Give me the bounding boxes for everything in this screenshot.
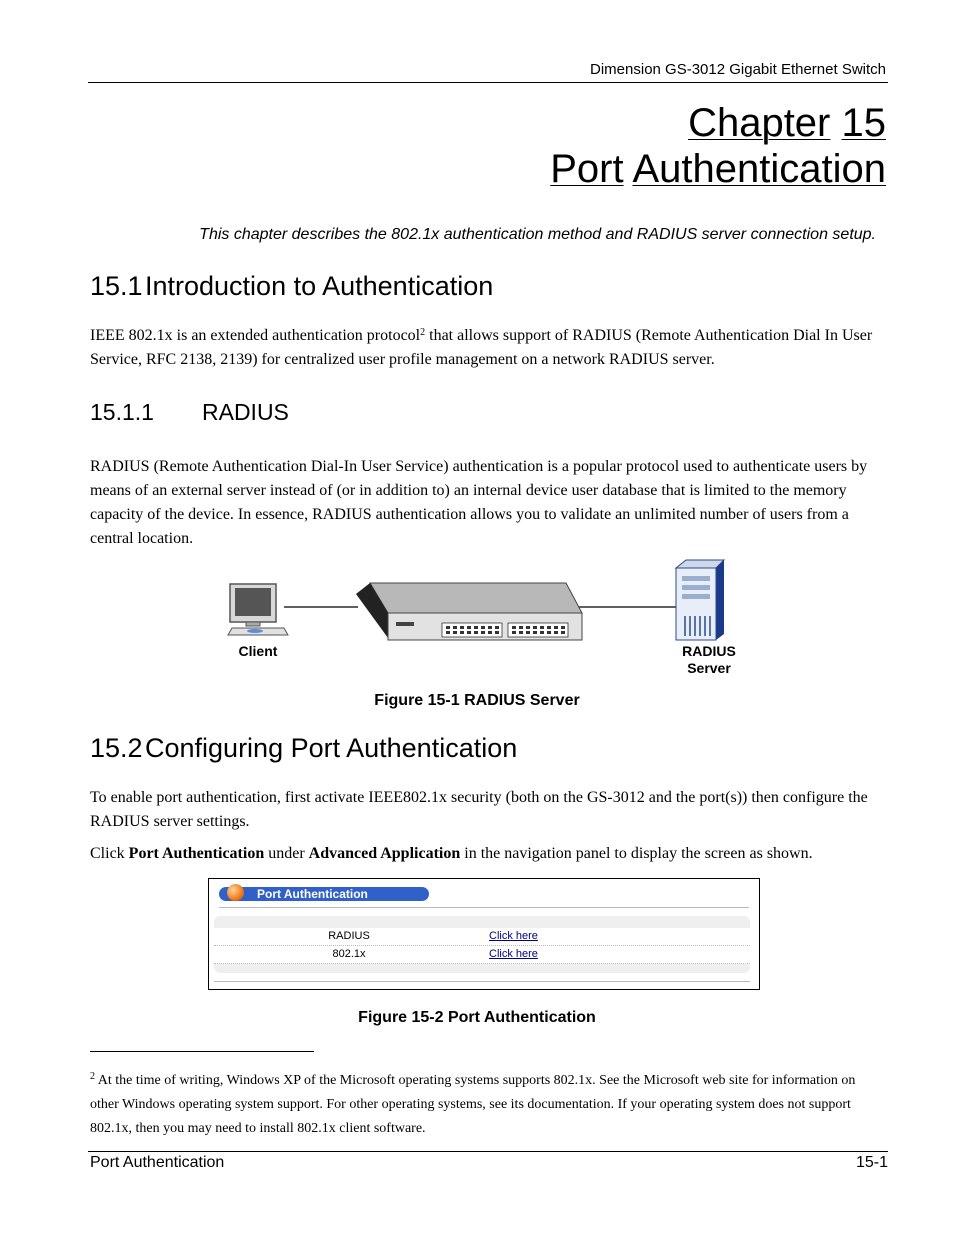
navigation-instruction-paragraph <box>90 842 890 866</box>
footnote-rule <box>90 1051 314 1052</box>
paragraph-text: that allows support of RADIUS (Remote Authentication Dial In User Service, RFC 2138, 2139) for centralized user profile management on a network RADIUS server. <box>90 327 873 368</box>
8021x-click-here-link[interactable]: Click here <box>489 948 538 960</box>
figure-2-caption: Figure 15-2 Port Authentication <box>358 1009 596 1026</box>
section-heading-15-1-1 <box>90 399 289 426</box>
chapter-word: Chapter <box>688 101 831 145</box>
bottom-divider <box>214 981 750 982</box>
chapter-title-word-2: Authentication <box>632 147 886 191</box>
paragraph-text: under <box>264 845 309 862</box>
table-row <box>214 928 750 946</box>
page-number: 15-1 <box>855 1154 888 1171</box>
paragraph-text: IEEE 802.1x is an extended authentication protocol <box>90 327 421 344</box>
paragraph-text: in the navigation panel to display the screen as shown. <box>460 845 813 862</box>
section-heading-15-1 <box>90 271 493 302</box>
table-row <box>214 946 750 964</box>
chapter-intro: This chapter describes the 802.1x authentication method and RADIUS server connection setup. <box>199 226 876 243</box>
section-number: 15.1.1 <box>90 399 154 425</box>
orange-bullet-icon <box>227 884 244 901</box>
title-underline <box>219 907 749 908</box>
section-title: Configuring Port Authentication <box>145 733 518 763</box>
port-authentication-screenshot <box>208 878 760 990</box>
server-label-line-2: Server <box>687 660 731 676</box>
chapter-number-line <box>688 100 886 146</box>
configure-paragraph: To enable port authentication, first activate IEEE802.1x security (both on the GS-3012 and the port(s)) then configure the RADIUS server settings. <box>90 789 868 830</box>
radius-paragraph: RADIUS (Remote Authentication Dial-In User Service) authentication is a popular protocol used to authenticate users by means of an external server instead of (or in addition to) an internal device user database that is limited to the memory capacity of the device. In essence, RADIUS authentication allows you to validate an unlimited number of users from a central location. <box>90 458 868 547</box>
intro-paragraph <box>90 324 890 372</box>
radius-network-diagram <box>220 556 750 684</box>
section-title: Introduction to Authentication <box>145 271 494 301</box>
chapter-number: 15 <box>841 101 886 145</box>
radius-click-here-link[interactable]: Click here <box>489 930 538 942</box>
radius-server-icon <box>676 560 724 640</box>
paragraph-text: Click <box>90 845 129 862</box>
client-label: Client <box>238 643 278 659</box>
footnote-mark: 2 <box>90 1071 95 1082</box>
figure-1-caption: Figure 15-1 RADIUS Server <box>374 692 580 709</box>
chapter-title-word-1: Port <box>550 147 624 191</box>
header-rule <box>88 82 888 83</box>
screen-title: Port Authentication <box>257 887 368 901</box>
chapter-title-line <box>550 146 886 192</box>
footnote-text: At the time of writing, Windows XP of the Microsoft operating systems supports 802.1x. See the Microsoft web site for information on other Windows operating system support. For other operating systems, see its documentation. If your operating system does not support 802.1x, then you may need to install 802.1x client software. <box>90 1073 856 1136</box>
footer-chapter-title: Port Authentication <box>90 1154 225 1171</box>
client-computer-icon <box>228 584 288 635</box>
section-number: 15.2 <box>90 733 143 763</box>
footer-rule <box>88 1151 888 1152</box>
footnote <box>90 1069 880 1141</box>
menu-reference-port-authentication: Port Authentication <box>128 845 265 862</box>
section-number: 15.1 <box>90 271 143 301</box>
running-header: Dimension GS-3012 Gigabit Ethernet Switch <box>590 61 886 78</box>
section-title: RADIUS <box>202 399 289 425</box>
footnote-reference: 2 <box>420 327 426 338</box>
row-label: RADIUS <box>328 930 370 942</box>
row-label: 802.1x <box>332 948 366 960</box>
menu-reference-advanced-application: Advanced Application <box>308 845 461 862</box>
section-heading-15-2 <box>90 733 517 764</box>
switch-icon <box>356 583 582 640</box>
server-label-line-1: RADIUS <box>682 643 736 659</box>
